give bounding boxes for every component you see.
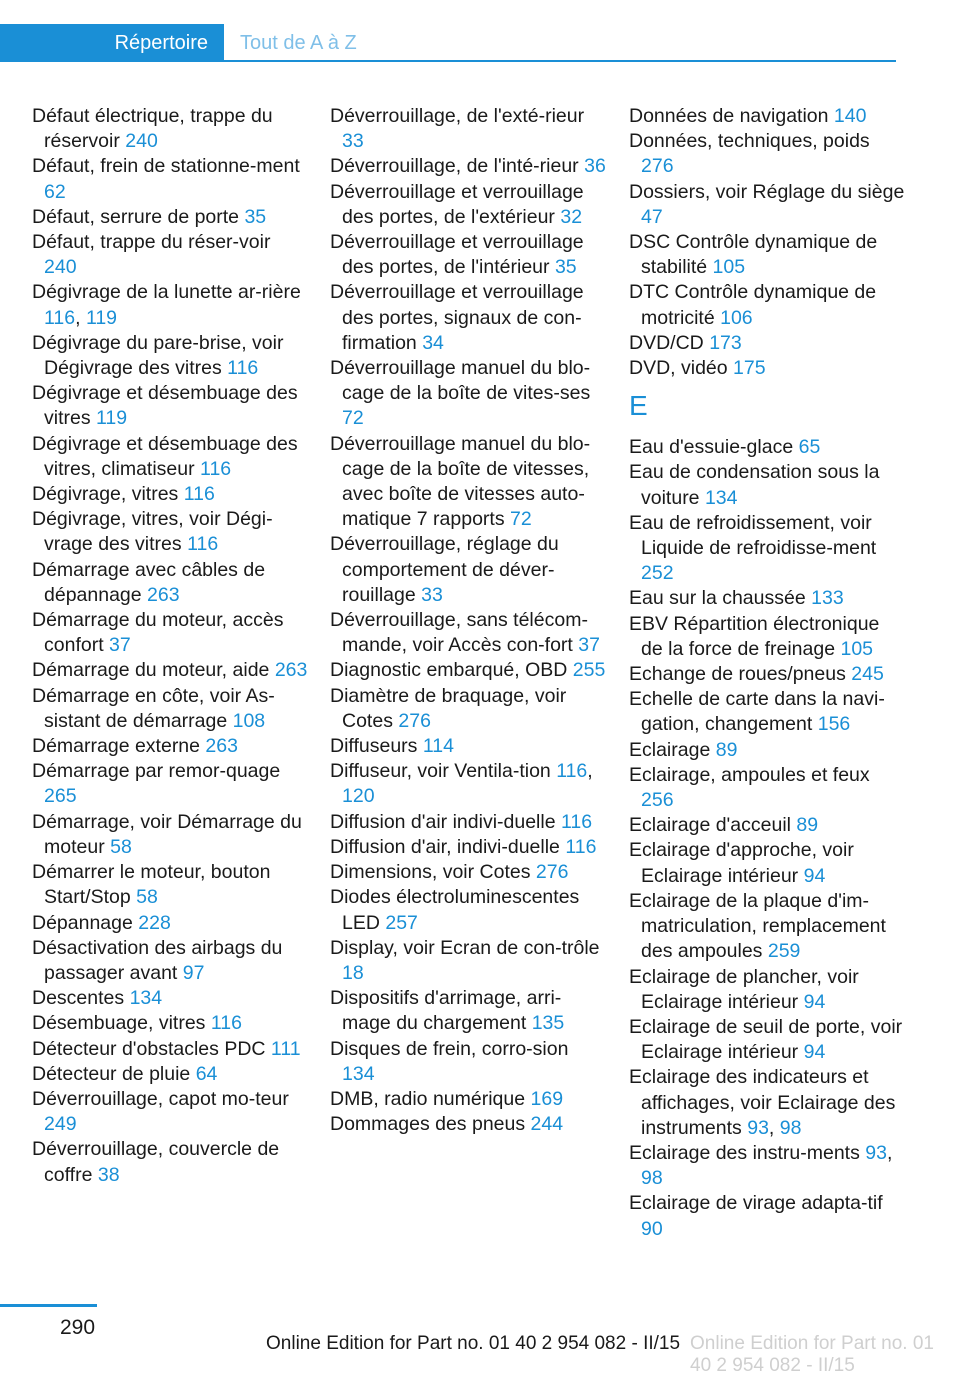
index-entry [330, 835, 606, 860]
entry-term: DMB, radio numérique [330, 1087, 526, 1110]
index-entry [629, 280, 905, 330]
entry-term: Données de navigation [629, 105, 829, 127]
index-entry [32, 331, 308, 381]
index-entry [330, 356, 606, 432]
entry-term: Eclairage, ampoules et feux [629, 763, 870, 786]
index-entry [32, 860, 308, 910]
page-link[interactable]: 94 [803, 864, 826, 887]
index-entry [629, 230, 905, 280]
page-link[interactable]: 105 [712, 256, 746, 279]
page-link[interactable]: 72 [342, 407, 364, 430]
entry-term: Eclairage d'acceuil [629, 814, 791, 837]
page-link[interactable]: 35 [244, 205, 267, 228]
index-entry [32, 658, 308, 683]
index-entry [330, 608, 606, 658]
page-link[interactable]: 256 [641, 789, 674, 812]
entry-term: Déverrouillage et verrouillage des portes, de l'extérieur [330, 180, 584, 228]
page-link[interactable]: 98 [641, 1167, 663, 1190]
page-link[interactable]: 119 [85, 306, 118, 329]
page-link[interactable]: 133 [811, 587, 844, 610]
entry-term: Déverrouillage, de l'exté-rieur [330, 105, 585, 127]
entry-term: Dégivrage, vitres, voir Dégi-vrage des vitres [32, 508, 273, 556]
index-entry [629, 965, 905, 1015]
index-entry [32, 684, 308, 734]
entry-term: Diagnostic embarqué, OBD [330, 659, 568, 682]
header-rule [0, 60, 896, 62]
index-entry [330, 154, 606, 179]
index-entry [32, 205, 308, 230]
index-entry [629, 586, 905, 611]
index-entry [629, 813, 905, 838]
index-entry [32, 154, 308, 204]
page-link[interactable]: 32 [560, 205, 583, 228]
page-link[interactable]: 249 [44, 1113, 77, 1136]
index-entry [32, 608, 308, 658]
page-link[interactable]: 255 [572, 659, 606, 682]
index-entry: Eclairage des instru-ments 93, 98 [629, 1141, 893, 1190]
page-link[interactable]: 58 [136, 886, 158, 909]
entry-term: Déverrouillage, de l'inté-rieur [330, 155, 579, 178]
page-link[interactable]: 240 [44, 256, 77, 279]
page-link[interactable]: 265 [44, 785, 77, 808]
page-link[interactable]: 135 [531, 1012, 565, 1035]
index-entry [629, 356, 905, 381]
index-entry [629, 129, 905, 179]
entry-term: Dommages des pneus [330, 1113, 526, 1136]
index-entry [32, 1062, 308, 1087]
entry-term: Dégivrage, vitres [32, 483, 179, 506]
page-link[interactable]: 276 [535, 861, 569, 884]
index-entry [629, 331, 905, 356]
index-entry [32, 104, 308, 154]
index-entry [330, 104, 606, 154]
page-link[interactable]: 18 [342, 961, 364, 984]
page-link[interactable]: 134 [704, 486, 738, 509]
index-entry [629, 687, 905, 737]
index-entry [330, 1112, 606, 1137]
page-link[interactable]: 156 [817, 713, 851, 736]
index-entry [32, 986, 308, 1011]
entry-term: Echelle de carte dans la navi-gation, changement [629, 688, 885, 736]
index-entry [629, 104, 905, 129]
index-entry [32, 1137, 308, 1187]
entry-term: Diamètre de braquage, voir Cotes [330, 684, 567, 732]
entry-term: Désembuage, vitres [32, 1012, 206, 1035]
index-entry [330, 280, 606, 356]
page-link[interactable]: 36 [584, 155, 606, 178]
page-link[interactable]: 116 [227, 357, 259, 380]
page-link[interactable]: 116 [565, 835, 597, 858]
entry-term: Eclairage des indicateurs et affichages, voir Eclairage des instruments [629, 1066, 896, 1139]
page-link[interactable]: 47 [641, 205, 663, 228]
entry-term: Déverrouillage et verrouillage des portes, signaux de con-firmation [330, 281, 584, 354]
index-entry [32, 230, 308, 280]
entry-term: Données, techniques, poids [629, 130, 870, 153]
index-entry [629, 1015, 905, 1065]
page-link[interactable]: 116 [187, 533, 219, 556]
page-link[interactable]: 90 [641, 1217, 663, 1240]
entry-term: Déverrouillage, sans télécom-mande, voir Accès con-fort [330, 609, 588, 657]
edition-text: Online Edition for Part no. 01 40 2 954 082 - II/15 [266, 1333, 681, 1354]
index-entry [330, 684, 606, 734]
index-entry [32, 558, 308, 608]
entry-term: Démarrage, voir Démarrage du moteur [32, 810, 302, 858]
page-link[interactable]: 240 [125, 130, 158, 153]
entry-term: Démarrage en côte, voir As-sistant de démarrage [32, 684, 275, 732]
index-entry: Diffuseur, voir Ventila-tion 116, 120 [330, 760, 593, 808]
page-link[interactable]: 263 [147, 583, 180, 606]
entry-term: Eclairage de virage adapta-tif [629, 1192, 883, 1215]
page-link[interactable]: 116 [556, 760, 588, 783]
page-link[interactable]: 98 [779, 1116, 802, 1139]
entry-term: Eclairage des instru-ments [629, 1141, 860, 1164]
index-entry [32, 482, 308, 507]
page-link[interactable]: 94 [803, 1041, 826, 1064]
entry-term: Dépannage [32, 911, 133, 934]
page-link[interactable]: 173 [709, 331, 742, 354]
entry-term: Eclairage [629, 738, 711, 761]
page-link[interactable]: 169 [530, 1087, 564, 1110]
page-link[interactable]: 116 [183, 483, 215, 506]
entry-term: Eau sur la chaussée [629, 587, 806, 610]
page-link[interactable]: 58 [110, 835, 132, 858]
page-link[interactable]: 257 [385, 911, 418, 934]
page-link[interactable]: 106 [720, 306, 753, 329]
index-entry [330, 986, 606, 1036]
entry-term: Dégivrage et désembuage des vitres, climatiseur [32, 432, 298, 480]
entry-term: EBV Répartition électronique de la force de freinage [629, 612, 880, 660]
index-entry [330, 532, 606, 608]
entry-term: Déverrouillage et verrouillage des portes, de l'intérieur [330, 231, 584, 279]
index-entry [330, 1037, 606, 1087]
index-entry [629, 1191, 905, 1241]
index-entry [330, 734, 606, 759]
entry-term: Détecteur de pluie [32, 1062, 191, 1085]
page-link[interactable]: 259 [767, 940, 801, 963]
page-link[interactable]: 116 [561, 810, 593, 833]
tab-tout-de-a-a-z[interactable]: Tout de A à Z [240, 32, 357, 54]
entry-term: Dégivrage et désembuage des vitres [32, 382, 298, 430]
index-entry: Dégivrage de la lunette ar-rière 116, 119 [32, 281, 301, 329]
entry-term: Défaut, serrure de porte [32, 205, 240, 228]
index-entry [32, 936, 308, 986]
index-column-3 [629, 104, 905, 1242]
entry-term: Eclairage de seuil de porte, voir Eclairage intérieur [629, 1015, 903, 1064]
page-link[interactable]: 134 [342, 1062, 375, 1085]
entry-term: Démarrage avec câbles de dépannage [32, 558, 266, 606]
page-link[interactable]: 93 [865, 1141, 887, 1164]
entry-term: Détecteur d'obstacles PDC [32, 1037, 266, 1060]
entry-term: Démarrage externe [32, 735, 200, 758]
index-entry [32, 810, 308, 860]
entry-term: Diffusion d'air indivi-duelle [330, 810, 556, 833]
page-link[interactable]: 276 [641, 155, 674, 178]
index-column-1 [32, 104, 308, 1188]
page-link[interactable]: 37 [109, 634, 131, 657]
index-entry [629, 838, 905, 888]
entry-term: Eau de refroidissement, voir Liquide de refroidisse-ment [629, 511, 877, 560]
page-link[interactable]: 245 [851, 663, 884, 686]
page-number: 290 [60, 1316, 96, 1339]
page-link[interactable]: 33 [342, 130, 364, 153]
index-entry [32, 1011, 308, 1036]
entry-term: Diodes électroluminescentes LED [330, 886, 580, 934]
entry-term: DVD/CD [629, 331, 704, 354]
watermark-text: Online Edition for Part no. 01 40 2 954 082 - II/15 [690, 1333, 934, 1376]
entry-term: Diffusion d'air, indivi-duelle [330, 835, 560, 858]
index-entry [629, 180, 905, 230]
index-entry [330, 230, 606, 280]
index-entry [32, 507, 308, 557]
entry-term: Eau de condensation sous la voiture [629, 461, 880, 509]
index-entry [330, 810, 606, 835]
entry-term: Dégivrage du pare-brise, voir Dégivrage des vitres [32, 331, 284, 380]
page-link[interactable]: 120 [342, 785, 375, 808]
page-link[interactable]: 140 [833, 105, 867, 127]
entry-term: Démarrer le moteur, bouton Start/Stop [32, 861, 271, 909]
page-link[interactable]: 263 [205, 735, 238, 758]
page-link[interactable]: 33 [421, 583, 443, 606]
index-entry [32, 432, 308, 482]
index-entry [629, 763, 905, 813]
page-link[interactable]: 116 [200, 457, 232, 480]
entry-term: Echange de roues/pneus [629, 663, 846, 686]
page-link[interactable]: 263 [274, 659, 308, 682]
page-link[interactable]: 72 [510, 508, 532, 531]
entry-term: DSC Contrôle dynamique de stabilité [629, 231, 878, 279]
tab-repertoire[interactable]: Répertoire [0, 24, 224, 62]
page-link[interactable]: 94 [803, 990, 826, 1013]
page-link[interactable]: 119 [96, 407, 128, 430]
entry-term: DTC Contrôle dynamique de motricité [629, 281, 877, 329]
entry-term: Démarrage du moteur, accès confort [32, 609, 284, 657]
entry-term: Déverrouillage manuel du blo-cage de la boîte de vitesses, avec boîte de vitesses auto-matique 7 rapports [330, 432, 591, 531]
page-link[interactable]: 175 [733, 357, 766, 380]
page-link[interactable]: 108 [232, 709, 266, 732]
entry-term: Déverrouillage, réglage du comportement de déver-rouillage [330, 533, 559, 606]
index-entry: Eclairage des indicateurs et affichages, voir Eclairage des instruments 93, 98 [629, 1066, 896, 1139]
header-tabs [0, 24, 896, 62]
page-link[interactable]: 35 [554, 256, 577, 279]
index-entry [330, 1087, 606, 1112]
page-link[interactable]: 134 [129, 987, 163, 1010]
section-letter: E [629, 390, 648, 422]
index-entry [330, 180, 606, 230]
entry-term: Diffuseur, voir Ventila-tion [330, 760, 551, 783]
index-entry [32, 759, 308, 809]
page-link[interactable]: 252 [641, 562, 674, 585]
entry-term: Défaut, trappe du réser-voir [32, 231, 271, 254]
index-column-2 [330, 104, 606, 1137]
page-link[interactable]: 93 [747, 1116, 769, 1139]
page-link[interactable]: 116 [210, 1012, 242, 1035]
entry-term: Déverrouillage manuel du blo-cage de la boîte de vites-ses [330, 357, 591, 405]
page-link[interactable]: 97 [182, 961, 205, 984]
entry-term: Défaut électrique, trappe du réservoir [32, 105, 273, 153]
index-entry [629, 435, 905, 460]
entry-term: Dimensions, voir Cotes [330, 861, 531, 884]
page-link[interactable]: 244 [530, 1113, 564, 1136]
entry-term: Dispositifs d'arrimage, arri-mage du chargement [330, 987, 562, 1035]
page-link[interactable]: 276 [398, 709, 431, 732]
index-entry [629, 612, 905, 662]
index-entry [32, 734, 308, 759]
page-link[interactable]: 114 [422, 735, 454, 758]
entry-term: Eclairage de plancher, voir Eclairage intérieur [629, 965, 859, 1013]
index-entry [629, 738, 905, 763]
index-entry [629, 460, 905, 510]
entry-term: Diffuseurs [330, 735, 418, 758]
index-entry [32, 1037, 308, 1062]
entry-term: Démarrage du moteur, aide [32, 659, 270, 682]
page-link[interactable]: 65 [798, 436, 821, 459]
page-link[interactable]: 228 [138, 911, 171, 934]
entry-term: Descentes [32, 987, 125, 1010]
index-entry [330, 936, 606, 986]
entry-term: Déverrouillage, capot mo-teur [32, 1087, 289, 1110]
index-entry [330, 432, 606, 533]
index-entry [330, 860, 606, 885]
entry-term: Démarrage par remor-quage [32, 760, 281, 783]
entry-term: Déverrouillage, couvercle de coffre [32, 1138, 280, 1186]
index-entry [629, 662, 905, 687]
footer-accent-bar [0, 1304, 97, 1307]
index-entry [32, 911, 308, 936]
page-link[interactable]: 38 [97, 1163, 120, 1186]
page-link[interactable]: 89 [796, 814, 819, 837]
entry-term: DVD, vidéo [629, 357, 728, 380]
index-entry [629, 889, 905, 965]
entry-term: Désactivation des airbags du passager avant [32, 936, 283, 984]
page-link[interactable]: 105 [840, 637, 874, 660]
index-entry [330, 658, 606, 683]
entry-term: Eclairage de la plaque d'im-matriculation, remplacement des ampoules [629, 889, 886, 963]
index-entry [32, 381, 308, 431]
index-entry [629, 511, 905, 587]
page-link[interactable]: 37 [578, 634, 600, 657]
page-link[interactable]: 64 [195, 1062, 218, 1085]
index-entry [330, 885, 606, 935]
page-link[interactable]: 89 [715, 738, 738, 761]
entry-term: Défaut, frein de stationne-ment [32, 155, 300, 178]
entry-term: Display, voir Ecran de con-trôle [330, 936, 600, 959]
entry-term: Eau d'essuie-glace [629, 436, 794, 459]
entry-term: Dossiers, voir Réglage du siège [629, 180, 905, 203]
entry-term: Disques de frein, corro-sion [330, 1037, 569, 1060]
entry-term: Dégivrage de la lunette ar-rière [32, 281, 301, 304]
page-link[interactable]: 111 [270, 1037, 301, 1060]
page-link[interactable]: 62 [44, 180, 66, 203]
entry-term: Eclairage d'approche, voir Eclairage intérieur [629, 839, 854, 887]
page-link[interactable]: 34 [422, 331, 444, 354]
index-entry [32, 1087, 308, 1137]
page-link[interactable]: 116 [44, 306, 76, 329]
